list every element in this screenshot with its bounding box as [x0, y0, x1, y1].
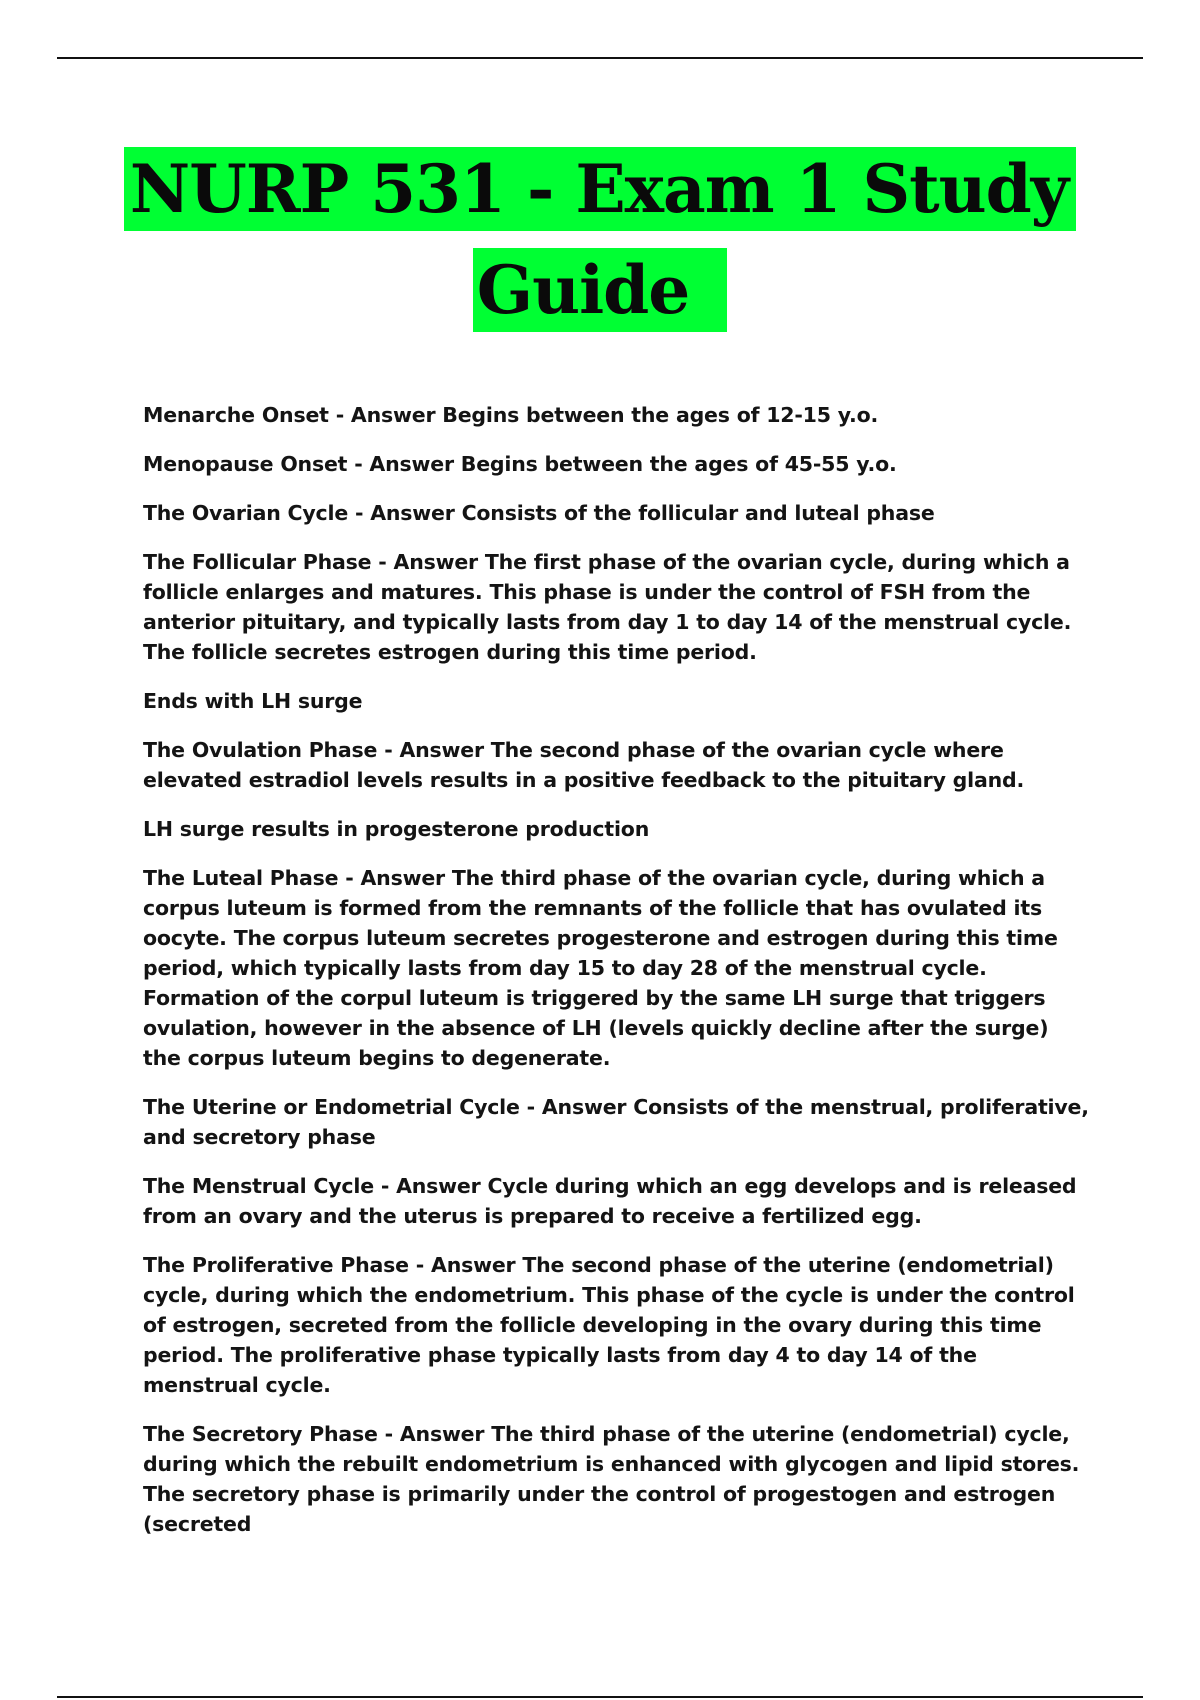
entry-lh-surge-note: Ends with LH surge: [143, 689, 363, 713]
entry-menstrual-cycle: The Menstrual Cycle - Answer Cycle during which an egg develops and is released from an ovary and the uterus is prepared to receive a fertilized egg.: [143, 1174, 1077, 1228]
document-title: [0, 142, 1200, 338]
entry-proliferative-phase: The Proliferative Phase - Answer The second phase of the uterine (endometrial) cycle, during which the endometrium. This phase of the cycle is under the control of estrogen, secreted from the follicle developing in the ovary during this time period. The proliferative phase typically lasts from day 4 to day 14 of the menstrual cycle.: [143, 1253, 1075, 1397]
entry-menopause-onset: Menopause Onset - Answer Begins between the ages of 45-55 y.o.: [143, 452, 897, 476]
header-rule: [57, 57, 1143, 59]
title-line-1: NURP 531 - Exam 1 Study: [124, 147, 1076, 231]
entry-menarche-onset: Menarche Onset - Answer Begins between the ages of 12-15 y.o.: [143, 403, 879, 427]
entry-follicular-phase: The Follicular Phase - Answer The first phase of the ovarian cycle, during which a follicle enlarges and matures. This phase is under the control of FSH from the anterior pituitary, and typically lasts from day 1 to day 14 of the menstrual cycle. The follicle secretes estrogen during this time period.: [143, 550, 1072, 664]
entry-ovulation-phase: The Ovulation Phase - Answer The second phase of the ovarian cycle where elevated estradiol levels results in a positive feedback to the pituitary gland.: [143, 738, 1025, 792]
entry-uterine-cycle: The Uterine or Endometrial Cycle - Answer Consists of the menstrual, proliferative, and secretory phase: [143, 1095, 1089, 1149]
footer-rule: [57, 1696, 1143, 1698]
entry-secretory-phase: The Secretory Phase - Answer The third phase of the uterine (endometrial) cycle, during which the rebuilt endometrium is enhanced with glycogen and lipid stores. The secretory phase is primarily under the control of progestogen and estrogen (secreted: [143, 1422, 1080, 1536]
entry-ovarian-cycle: The Ovarian Cycle - Answer Consists of the follicular and luteal phase: [143, 501, 935, 525]
entry-luteal-phase: The Luteal Phase - Answer The third phase of the ovarian cycle, during which a corpus luteum is formed from the remnants of the follicle that has ovulated its oocyte. The corpus luteum secretes progesterone and estrogen during this time period, which typically lasts from day 15 to day 28 of the menstrual cycle. Formation of the corpul luteum is triggered by the same LH surge that triggers ovulation, however in the absence of LH (levels quickly decline after the surge) the corpus luteum begins to degenerate.: [143, 866, 1058, 1070]
title-line-2: Guide: [473, 248, 728, 332]
document-body: [143, 400, 1093, 1558]
entry-progesterone-note: LH surge results in progesterone production: [143, 817, 650, 841]
